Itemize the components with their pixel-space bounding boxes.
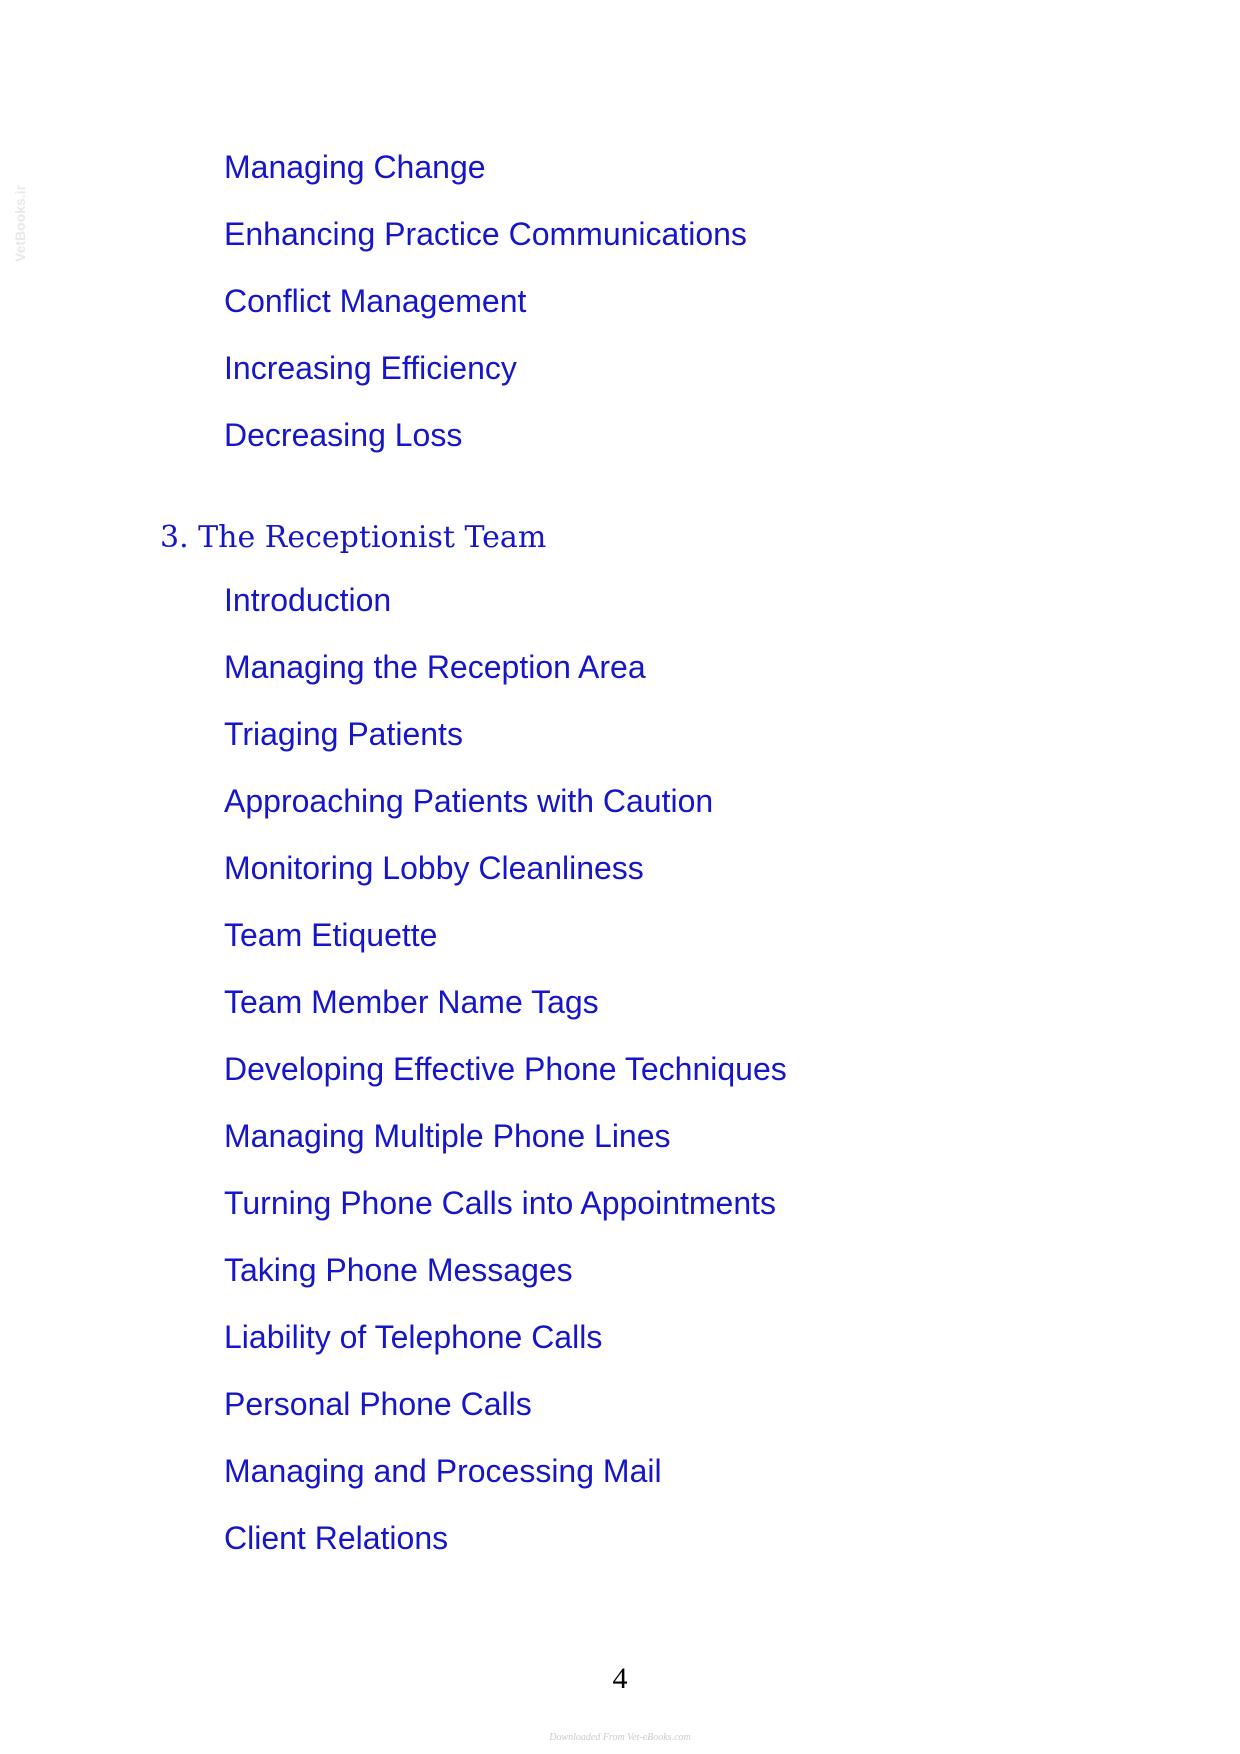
toc-link-team-etiquette[interactable]: Team Etiquette [224,917,438,953]
toc-link-monitoring-lobby-cleanliness[interactable]: Monitoring Lobby Cleanliness [224,850,644,886]
toc-link-managing-and-processing-mail[interactable]: Managing and Processing Mail [224,1453,662,1489]
toc-link-taking-phone-messages[interactable]: Taking Phone Messages [224,1252,573,1288]
toc-link-client-relations[interactable]: Client Relations [224,1520,449,1556]
toc-link-team-member-name-tags[interactable]: Team Member Name Tags [224,984,599,1020]
page-number: 4 [612,1662,628,1695]
toc-link-managing-change[interactable]: Managing Change [224,149,486,185]
toc-link-conflict-management[interactable]: Conflict Management [224,283,527,319]
toc-link-introduction[interactable]: Introduction [224,582,392,618]
footer-watermark: Downloaded From Vet-eBooks.com [549,1732,691,1743]
toc-link-triaging-patients[interactable]: Triaging Patients [224,716,463,752]
toc-link-personal-phone-calls[interactable]: Personal Phone Calls [224,1386,532,1422]
side-watermark: VetBooks.ir [12,184,28,262]
toc-link-managing-multiple-phone-lines[interactable]: Managing Multiple Phone Lines [224,1118,671,1154]
chapter-heading[interactable]: 3. The Receptionist Team [160,520,547,555]
toc-link-developing-effective-phone-techniques[interactable]: Developing Effective Phone Techniques [224,1051,787,1087]
toc-link-increasing-efficiency[interactable]: Increasing Efficiency [224,350,517,386]
toc-link-managing-the-reception-area[interactable]: Managing the Reception Area [224,649,646,685]
toc-link-enhancing-practice-communications[interactable]: Enhancing Practice Communications [224,216,747,252]
toc-link-approaching-patients-with-caution[interactable]: Approaching Patients with Caution [224,783,714,819]
toc-link-liability-of-telephone-calls[interactable]: Liability of Telephone Calls [224,1319,603,1355]
toc-link-decreasing-loss[interactable]: Decreasing Loss [224,417,463,453]
toc-link-turning-phone-calls-into-appointments[interactable]: Turning Phone Calls into Appointments [224,1185,777,1221]
